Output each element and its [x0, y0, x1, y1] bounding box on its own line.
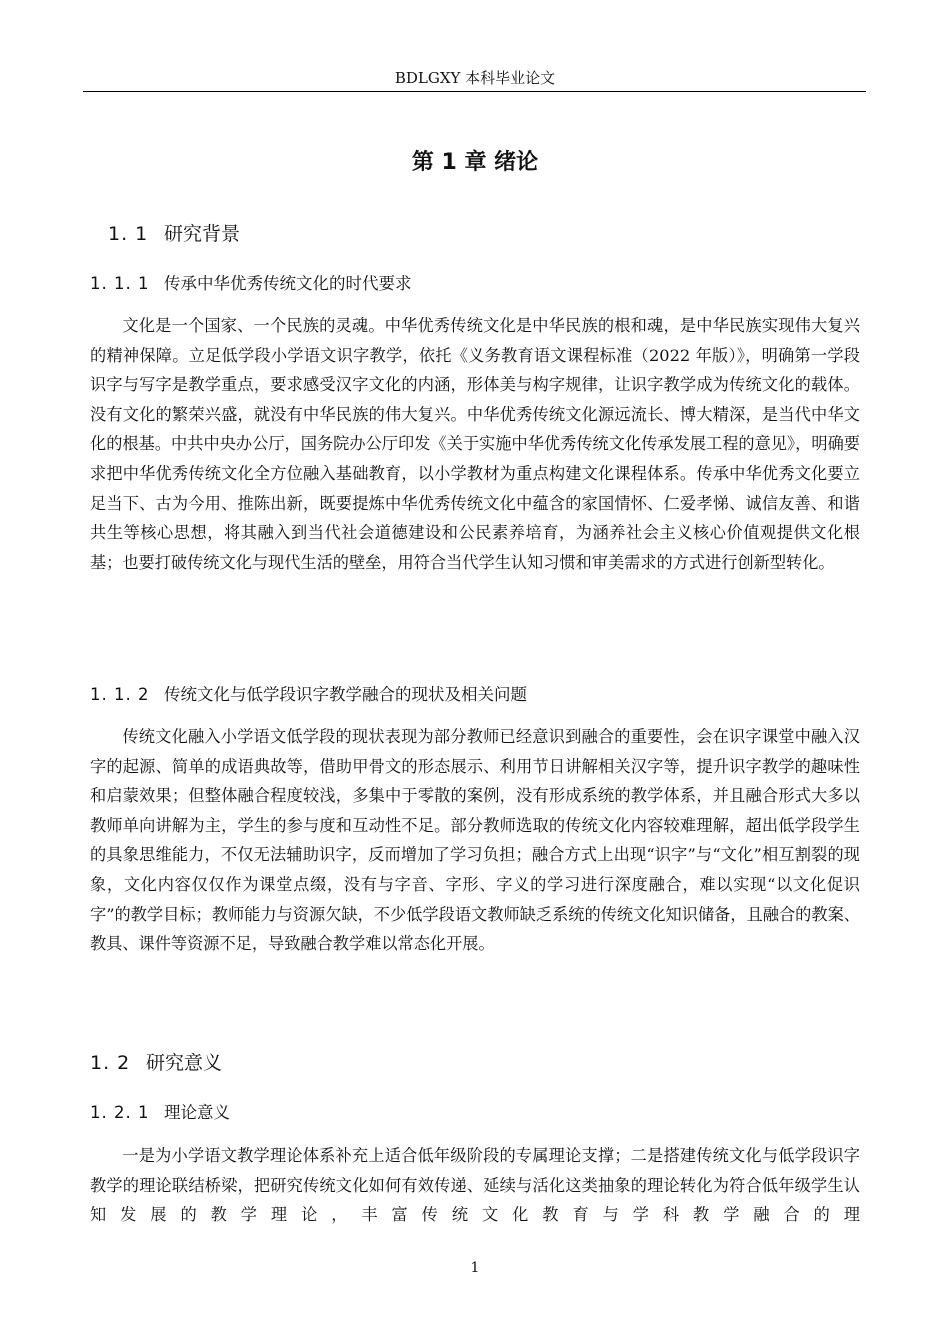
subsection-heading-1-2-1	[90, 1101, 230, 1125]
subsection-title: 理论意义	[164, 1103, 230, 1122]
section-heading-1-2	[90, 1050, 222, 1076]
subsection-number: 1. 1. 2	[90, 685, 150, 704]
section-number: 1. 2	[90, 1052, 131, 1074]
subsection-title: 传承中华优秀传统文化的时代要求	[164, 274, 412, 293]
subsection-heading-1-1-1	[90, 272, 412, 296]
section-heading-1-1	[108, 221, 240, 247]
subsection-number: 1. 2. 1	[90, 1103, 150, 1122]
subsection-heading-1-1-2	[90, 683, 527, 707]
paragraph-1-1-1: 文化是一个国家、一个民族的灵魂。中华优秀传统文化是中华民族的根和魂，是中华民族实现伟大复兴的精神保障。立足低学段小学语文识字教学，依托《义务教育语文课程标准（2022 年版）》，明确第一学段识字与写字是教学重点，要求感受汉字文化的内涵，形体美与构字规律，让识字教学成为传统文化的载体。没有文化的繁荣兴盛，就没有中华民族的伟大复兴。中华优秀传统文化源远流长、博大精深，是当代中华文化的根基。中共中央办公厅，国务院办公厅印发《关于实施中华优秀传统文化传承发展工程的意见》，明确要求把中华优秀传统文化全方位融入基础教育，以小学教材为重点构建文化课程体系。传承中华优秀文化要立足当下、古为今用、推陈出新，既要提炼中华优秀传统文化中蕴含的家国情怀、仁爱孝悌、诚信友善、和谐共生等核心思想，将其融入到当代社会道德建设和公民素养培育，为涵养社会主义核心价值观提供文化根基；也要打破传统文化与现代生活的壁垒，用符合当代学生认知习惯和审美需求的方式进行创新型转化。	[90, 316, 860, 572]
subsection-number: 1. 1. 1	[90, 274, 150, 293]
subsection-title: 传统文化与低学段识字教学融合的现状及相关问题	[164, 685, 527, 704]
running-header: BDLGXY 本科毕业论文	[394, 69, 556, 87]
header-rule	[83, 91, 866, 92]
chapter-title: 第 1 章 绪论	[411, 150, 539, 175]
paragraph-1-1-2: 传统文化融入小学语文低学段的现状表现为部分教师已经意识到融合的重要性，会在识字课堂中融入汉字的起源、简单的成语典故等，借助甲骨文的形态展示、利用节日讲解相关汉字等，提升识字教学的趣味性和启蒙效果；但整体融合程度较浅，多集中于零散的案例，没有形成系统的教学体系，并且融合形式大多以教师单向讲解为主，学生的参与度和互动性不足。部分教师选取的传统文化内容较难理解，超出低学段学生的具象思维能力，不仅无法辅助识字，反而增加了学习负担；融合方式上出现“识字”与“文化”相互割裂的现象，文化内容仅仅作为课堂点缀，没有与字音、字形、字义的学习进行深度融合，难以实现“以文化促识字”的教学目标；教师能力与资源欠缺，不少低学段语文教师缺乏系统的传统文化知识储备，且融合的教案、教具、课件等资源不足，导致融合教学难以常态化开展。	[90, 727, 860, 954]
section-title: 研究意义	[146, 1052, 223, 1074]
paragraph-1-2-1: 一是为小学语文教学理论体系补充上适合低年级阶段的专属理论支撑；二是搭建传统文化与低学段识字教学的理论联结桥梁，把研究传统文化如何有效传递、延续与活化这类抽象的理论转化为符合低年级学生认知发展的教学理论，丰富传统文化教育与学科教学融合的理	[90, 1146, 860, 1225]
section-title: 研究背景	[164, 223, 241, 245]
section-number: 1. 1	[108, 223, 149, 245]
page-number: 1	[470, 1260, 480, 1276]
